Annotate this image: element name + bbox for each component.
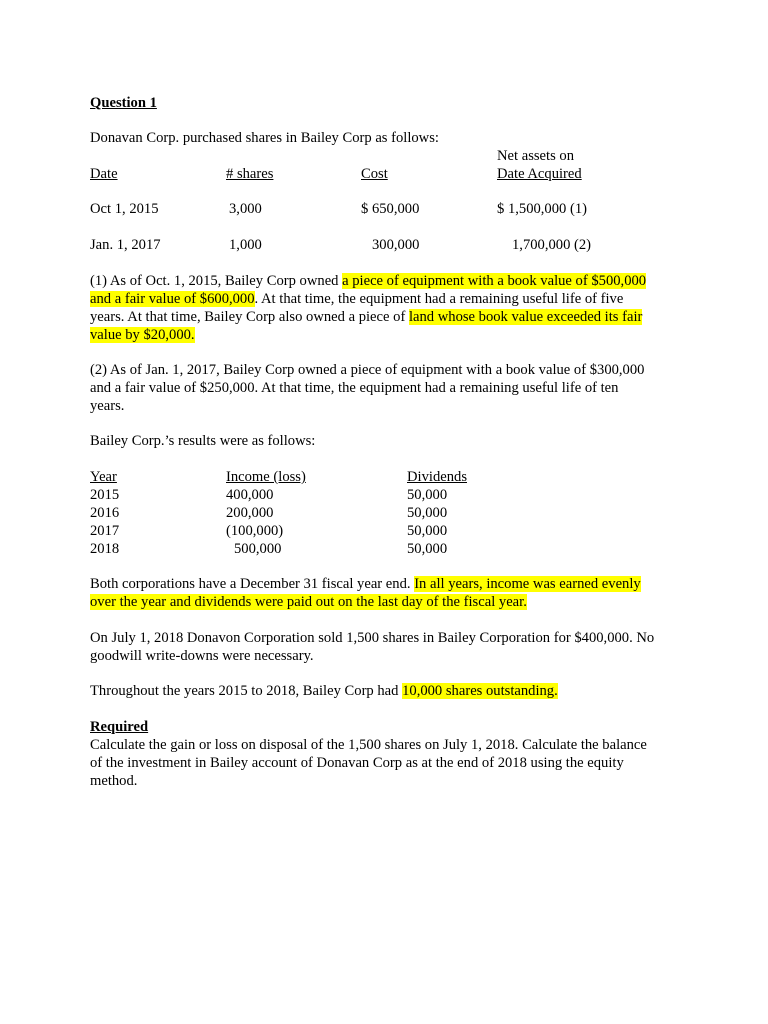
results-row-year: 2015 [90,487,120,503]
fiscal-line2 [90,593,527,611]
required-title: Required [90,719,149,735]
purchase-row-cost: $ 650,000 [361,201,420,217]
results-row-year: 2017 [90,523,120,539]
results-header-income: Income (loss) [226,469,306,485]
note1-text: . At that time, the equipment had a remaining useful life of five [254,291,624,307]
note2-line1: (2) As of Jan. 1, 2017, Bailey Corp owned a piece of equipment with a book value of $300,000 [90,362,645,378]
header-date: Date [90,166,118,182]
header-net-assets-line1: Net assets on [497,148,575,164]
required-line3: method. [90,773,138,789]
results-header-dividends: Dividends [407,469,467,485]
results-row-dividends: 50,000 [407,523,448,539]
results-row-dividends: 50,000 [407,487,448,503]
header-shares: # shares [226,166,274,182]
note2-line2: and a fair value of $250,000. At that time, the equipment had a remaining useful life of ten [90,380,619,396]
intro-text: Donavan Corp. purchased shares in Bailey Corp as follows: [90,130,439,146]
purchase-row-date: Oct 1, 2015 [90,201,159,217]
results-row-dividends: 50,000 [407,505,448,521]
outstanding-text: Throughout the years 2015 to 2018, Bailey Corp had [90,683,403,699]
note1-text: years. At that time, Bailey Corp also owned a piece of [90,309,409,325]
purchase-row-shares: 3,000 [229,201,262,217]
results-row-year: 2018 [90,541,120,557]
purchase-row-shares: 1,000 [229,237,262,253]
note1-highlight: and a fair value of $600,000 [90,291,255,307]
note2-line3: years. [90,398,125,414]
note1-text: (1) As of Oct. 1, 2015, Bailey Corp owned [90,273,343,289]
results-row-income: 500,000 [234,541,282,557]
sale-line2: goodwill write-downs were necessary. [90,648,314,664]
results-row-income: 200,000 [226,505,274,521]
outstanding-highlight: 10,000 shares outstanding. [402,683,558,699]
fiscal-text: Both corporations have a December 31 fiscal year end. [90,576,415,592]
note1-highlight: a piece of equipment with a book value of $500,000 [342,273,647,289]
fiscal-highlight: over the year and dividends were paid out on the last day of the fiscal year. [90,594,527,610]
results-row-income: 400,000 [226,487,274,503]
header-cost: Cost [361,166,388,182]
required-line2: of the investment in Bailey account of Donavan Corp as at the end of 2018 using the equity [90,755,624,771]
purchase-row-net-assets: $ 1,500,000 (1) [497,201,587,217]
results-row-income: (100,000) [226,523,284,539]
note1-line3 [90,308,642,326]
required-line1: Calculate the gain or loss on disposal of the 1,500 shares on July 1, 2018. Calculate the balance [90,737,647,753]
results-intro: Bailey Corp.’s results were as follows: [90,433,316,449]
purchase-row-date: Jan. 1, 2017 [90,237,161,253]
note1-line1 [90,272,646,290]
fiscal-line1 [90,575,641,593]
results-row-year: 2016 [90,505,120,521]
results-row-dividends: 50,000 [407,541,448,557]
results-header-year: Year [90,469,117,485]
note1-line2 [90,290,623,308]
fiscal-highlight: In all years, income was earned evenly [414,576,641,592]
note1-line4 [90,326,195,344]
purchase-row-net-assets: 1,700,000 (2) [512,237,592,253]
question-title: Question 1 [90,95,157,111]
note1-highlight: value by $20,000. [90,327,195,343]
note1-highlight: land whose book value exceeded its fair [408,309,643,325]
header-net-assets-line2: Date Acquired [497,166,582,182]
outstanding-line [90,682,558,700]
sale-line1: On July 1, 2018 Donavon Corporation sold 1,500 shares in Bailey Corporation for $400,000. No [90,630,655,646]
purchase-row-cost: 300,000 [372,237,420,253]
